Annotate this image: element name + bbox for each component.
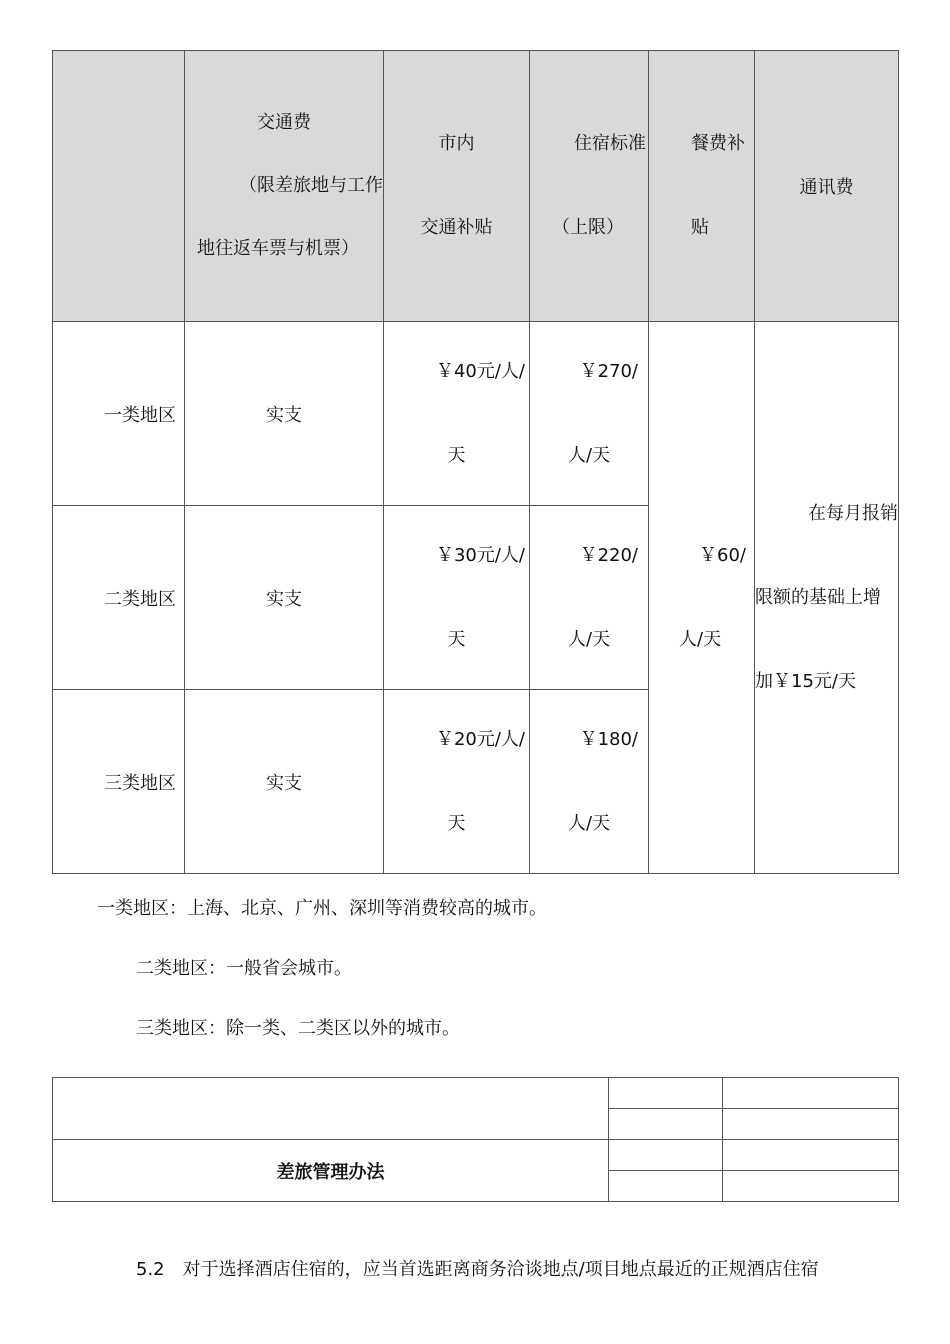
transport-cell: 实支 <box>185 506 384 690</box>
section-paragraph: 5.2 对于选择酒店住宿的，应当首选距离商务洽谈地点/项目地点最近的正规酒店住宿 <box>136 1259 819 1280</box>
local-transport-cell <box>384 690 530 874</box>
lodging-line2: 人/天 <box>568 812 611 834</box>
meal-allowance-cell <box>649 322 755 874</box>
note-class1: 一类地区：上海、北京、广州、深圳等消费较高的城市。 <box>97 898 547 919</box>
local-line1: ￥40元/人/ <box>435 360 525 382</box>
lodging-line2: 人/天 <box>568 628 611 650</box>
lodging-line1: ￥180/ <box>579 728 638 750</box>
document-title: 差旅管理办法 <box>53 1140 609 1202</box>
header-transport-line3: 地往返车票与机票） <box>197 238 359 259</box>
header-meta-label <box>609 1109 723 1140</box>
header-comm: 通讯费 <box>755 51 899 322</box>
travel-standard-table <box>52 50 899 874</box>
note-class2: 二类地区：一般省会城市。 <box>136 958 352 979</box>
header-lodging-line1: 住宿标准 <box>574 133 646 154</box>
header-local-line2: 交通补贴 <box>420 217 493 238</box>
header-meal <box>649 51 755 322</box>
header-meta-label <box>609 1171 723 1202</box>
lodging-cell <box>530 322 649 506</box>
lodging-line1: ￥270/ <box>579 360 638 382</box>
header-lodging <box>530 51 649 322</box>
region-cell: 二类地区 <box>53 506 185 690</box>
comm-line1: 在每月报销 <box>808 502 898 524</box>
header-meta-value <box>723 1078 899 1109</box>
local-line1: ￥20元/人/ <box>435 728 525 750</box>
header-meta-value <box>723 1109 899 1140</box>
local-line2: 天 <box>447 812 466 834</box>
lodging-cell <box>530 506 649 690</box>
header-meta-label <box>609 1078 723 1109</box>
header-meta-label <box>609 1140 723 1171</box>
local-line2: 天 <box>447 444 466 466</box>
local-line2: 天 <box>447 628 466 650</box>
header-lodging-line2: （上限） <box>552 217 624 238</box>
comm-line2: 限额的基础上增 <box>755 586 881 608</box>
header-meal-line1: 餐费补 <box>691 133 745 154</box>
header-blank-cell <box>53 51 185 322</box>
header-local-line1: 市内 <box>438 133 475 154</box>
header-meal-line2: 贴 <box>691 217 709 238</box>
note-class3: 三类地区：除一类、二类区以外的城市。 <box>136 1018 460 1039</box>
comm-fee-cell <box>755 322 899 874</box>
header-meta-value <box>723 1140 899 1171</box>
table-header-row <box>53 51 899 322</box>
lodging-cell <box>530 690 649 874</box>
lodging-line2: 人/天 <box>568 444 611 466</box>
document-header-table <box>52 1077 899 1202</box>
meal-line2: 人/天 <box>679 628 722 650</box>
meal-line1: ￥60/ <box>699 544 746 566</box>
header-meta-value <box>723 1171 899 1202</box>
header-transport-line1: 交通费 <box>257 112 311 133</box>
header-blank-area <box>53 1078 609 1140</box>
region-cell: 一类地区 <box>53 322 185 506</box>
header-transport-line2: （限差旅地与工作 <box>239 175 383 196</box>
header-transport <box>185 51 384 322</box>
lodging-line1: ￥220/ <box>579 544 638 566</box>
local-transport-cell <box>384 506 530 690</box>
table-row <box>53 322 899 506</box>
comm-line3: 加￥15元/天 <box>755 670 856 692</box>
local-line1: ￥30元/人/ <box>435 544 525 566</box>
header-local-transport <box>384 51 530 322</box>
local-transport-cell <box>384 322 530 506</box>
region-cell: 三类地区 <box>53 690 185 874</box>
transport-cell: 实支 <box>185 322 384 506</box>
transport-cell: 实支 <box>185 690 384 874</box>
